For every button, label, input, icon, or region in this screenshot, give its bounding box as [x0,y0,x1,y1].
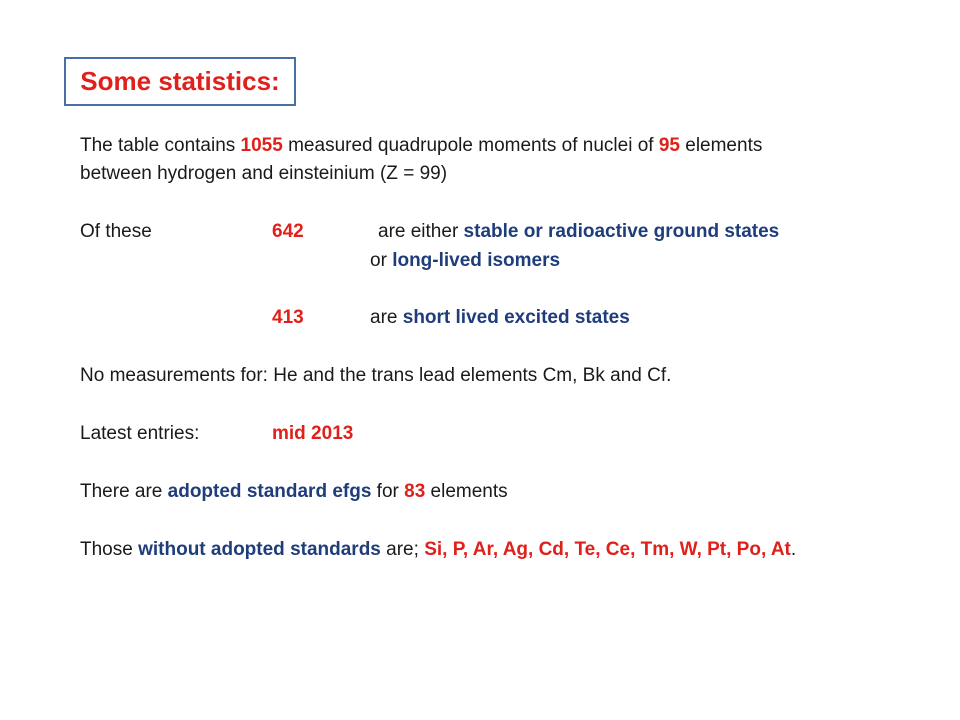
latest-row [80,422,940,446]
intro-line-2: between hydrogen and einsteinium (Z = 99) [80,163,448,184]
without-end: . [790,539,797,560]
without-p1: Those [80,539,139,560]
adopted-p2: for [371,481,405,502]
no-measurements-row [80,364,671,388]
latest-label: Latest entries: [80,423,200,444]
adopted-row [80,480,508,504]
stable-count: 642 [272,221,304,242]
stable-pre: are either [378,221,464,242]
page-title: Some statistics: [80,66,280,96]
element-count: 95 [658,135,680,156]
isomers-row [370,249,560,273]
stable-desc [378,220,779,244]
without-row [80,538,796,562]
intro-text-3: elements [679,135,763,156]
intro-text-2: measured quadrupole moments of nuclei of [282,135,659,156]
without-bold: without adopted standards [138,539,381,560]
or-word: or [370,250,393,271]
short-count: 413 [272,307,304,328]
of-these-row [80,220,940,244]
isomers-bold: long-lived isomers [392,250,561,271]
no-measurements-label: No measurements for: [80,365,268,386]
latest-value: mid 2013 [272,423,354,444]
of-these-label: Of these [80,221,152,242]
short-desc [370,306,630,330]
adopted-bold: adopted standard efgs [167,481,372,502]
adopted-count: 83 [404,481,426,502]
intro-line-1 [80,134,762,158]
adopted-p1: There are [80,481,168,502]
without-p2: are; [380,539,425,560]
intro-text-1: The table contains [80,135,241,156]
title-box [64,57,296,106]
short-pre: are [370,307,403,328]
without-list: Si, P, Ar, Ag, Cd, Te, Ce, Tm, W, Pt, Po, At [424,539,791,560]
no-measurements-text: He and the trans lead elements Cm, Bk and Cf. [267,365,672,386]
moment-count: 1055 [240,135,283,156]
adopted-p3: elements [425,481,508,502]
stable-bold: stable or radioactive ground states [463,221,780,242]
short-bold: short lived excited states [402,307,630,328]
